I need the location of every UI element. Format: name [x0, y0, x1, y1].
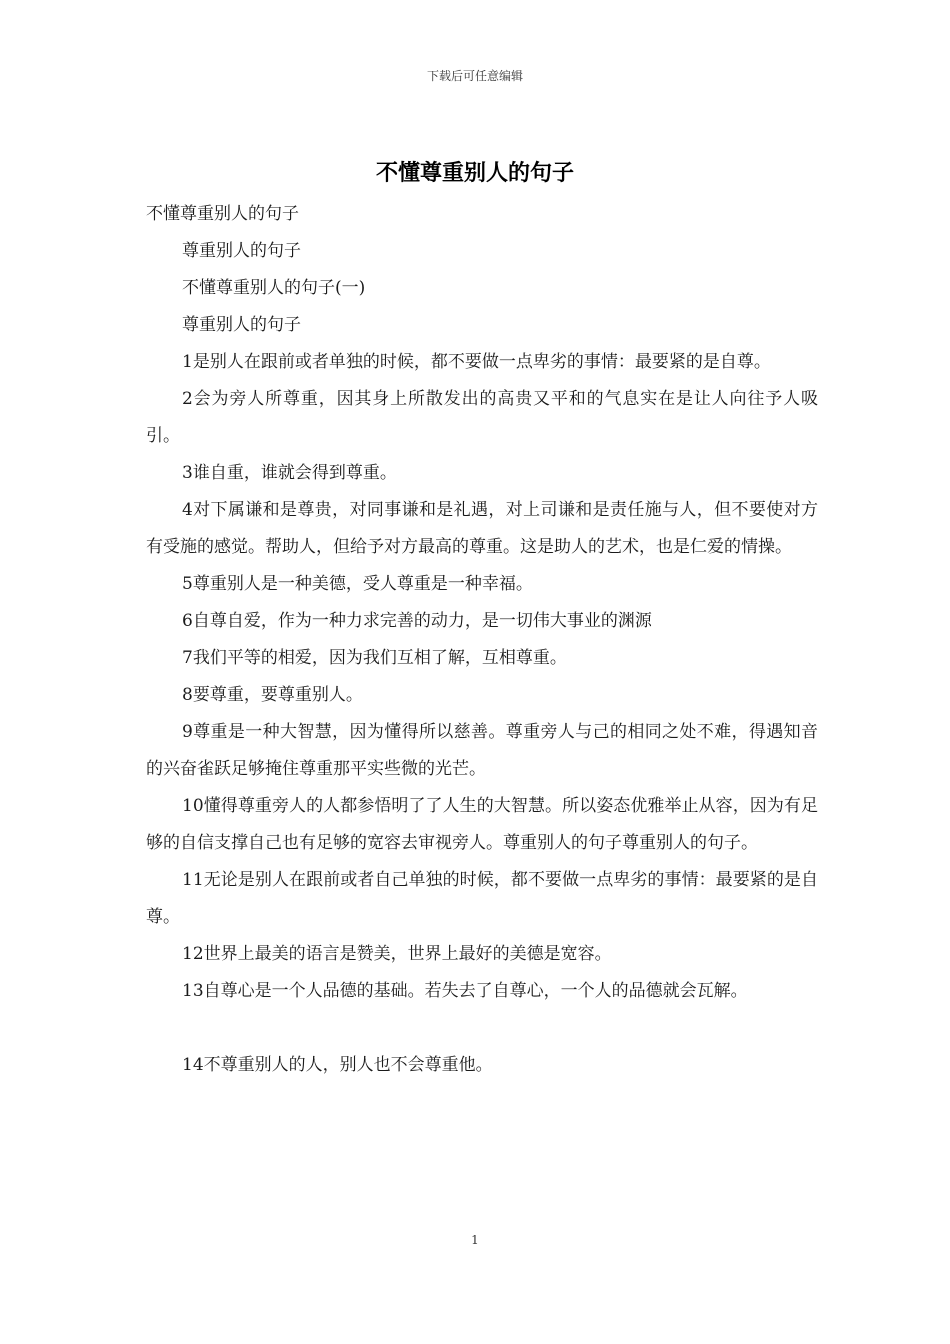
paragraph-item: 6自尊自爱，作为一种力求完善的动力，是一切伟大事业的渊源 — [182, 611, 652, 631]
paragraph-item: 14不尊重别人的人，别人也不会尊重他。 — [182, 1055, 493, 1075]
paragraph-item: 11无论是别人在跟前或者自己单独的时候，都不要做一点卑劣的事情：最要紧的是自尊。 — [146, 870, 818, 927]
paragraph-heading: 尊重别人的句子 — [182, 315, 301, 335]
paragraph-item: 9尊重是一种大智慧，因为懂得所以慈善。尊重旁人与己的相同之处不难，得遇知音的兴奋雀跃足够掩住尊重那平实些微的光芒。 — [146, 722, 818, 779]
paragraph-item: 7我们平等的相爱，因为我们互相了解，互相尊重。 — [182, 648, 567, 668]
paragraph-item: 2会为旁人所尊重，因其身上所散发出的高贵又平和的气息实在是让人向往予人吸引。 — [146, 389, 818, 446]
page-number: 1 — [471, 1233, 479, 1247]
document-title: 不懂尊重别人的句子 — [375, 161, 574, 186]
paragraph-item: 4对下属谦和是尊贵，对同事谦和是礼遇，对上司谦和是责任施与人，但不要使对方有受施的感觉。帮助人，但给予对方最高的尊重。这是助人的艺术，也是仁爱的情操。 — [146, 500, 818, 557]
paragraph-item: 13自尊心是一个人品德的基础。若失去了自尊心，一个人的品德就会瓦解。 — [182, 981, 748, 1001]
paragraph-item: 12世界上最美的语言是赞美，世界上最好的美德是宽容。 — [182, 944, 612, 964]
paragraph-subtitle: 不懂尊重别人的句子 — [146, 204, 299, 224]
paragraph-item: 3谁自重，谁就会得到尊重。 — [182, 463, 397, 483]
paragraph-item: 8要尊重，要尊重别人。 — [182, 685, 363, 705]
paragraph-item: 10懂得尊重旁人的人都参悟明了了人生的大智慧。所以姿态优雅举止从容，因为有足够的自信支撑自己也有足够的宽容去审视旁人。尊重别人的句子尊重别人的句子。 — [146, 796, 818, 853]
paragraph-heading: 不懂尊重别人的句子(一) — [182, 278, 366, 298]
paragraph-item: 1是别人在跟前或者单独的时候，都不要做一点卑劣的事情：最要紧的是自尊。 — [182, 352, 771, 372]
document-body — [146, 196, 818, 1084]
paragraph-item: 5尊重别人是一种美德，受人尊重是一种幸福。 — [182, 574, 533, 594]
header-note: 下载后可任意编辑 — [426, 69, 523, 83]
paragraph-heading: 尊重别人的句子 — [182, 241, 301, 261]
